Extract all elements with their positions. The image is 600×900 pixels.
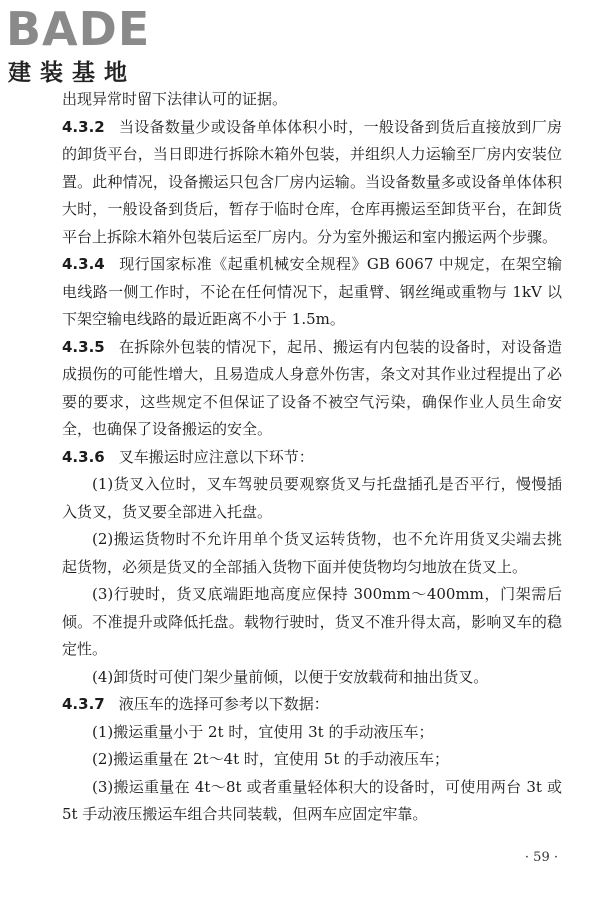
logo-latin-text: BADE — [6, 2, 151, 56]
clause-number: 4.3.5 — [62, 337, 105, 356]
clause-4-3-4 — [62, 251, 562, 334]
clause-text: 叉车搬运时应注意以下环节： — [118, 447, 314, 466]
clause-number: 4.3.6 — [62, 447, 105, 466]
clause-number: 4.3.4 — [62, 255, 105, 273]
logo-chinese-text: 建装基地 — [8, 60, 136, 86]
clause-text: 在拆除外包装的情况下，起吊、搬运有内包装的设备时，对设备造成损伤的可能性增大，且易造成人身意外伤害，条文对其作业过程提出了必要的要求，这些规定不但保证了设备不被空气污染，确保作业人员生命安全，也确保了设备搬运的安全。 — [62, 337, 562, 438]
clause-4-3-2 — [62, 114, 562, 252]
document-body — [62, 86, 562, 829]
logo — [6, 4, 181, 90]
list-item: (1)搬运重量小于 2t 时，宜使用 3t 的手动液压车； — [92, 722, 434, 741]
paragraph-text: 出现异常时留下法律认可的证据。 — [62, 90, 288, 108]
clause-text: 液压车的选择可参考以下数据： — [118, 695, 329, 713]
list-item: (1)货叉入位时，叉车驾驶员要观察货叉与托盘插孔是否平行，慢慢插入货叉，货叉要全部进入托盘。 — [62, 475, 562, 521]
list-item: (3)行驶时，货叉底端距地高度应保持 300mm～400mm，门架需后倾。不准提升或降低托盘。载物行驶时，货叉不准升得太高，影响叉车的稳定性。 — [62, 585, 562, 658]
clause-number: 4.3.7 — [62, 695, 105, 713]
clause-4-3-5 — [62, 334, 562, 444]
list-item: (4)卸货时可使门架少量前倾，以便于安放载荷和抽出货叉。 — [92, 667, 489, 686]
paragraph-continuation — [62, 86, 562, 114]
clause-text: 当设备数量少或设备单体体积小时，一般设备到货后直接放到厂房的卸货平台，当日即进行拆除木箱外包装，并组织人力运输至厂房内安装位置。此种情况，设备搬运只包含厂房内运输。当设备数量多或设备单体体积大时，一般设备到货后，暂存于临时仓库，仓库再搬运至卸货平台，在卸货平台上拆除木箱外包装后运至厂房内。分为室外搬运和室内搬运两个步骤。 — [62, 117, 562, 246]
clause-4-3-6 — [62, 444, 562, 472]
clause-4-3-7 — [62, 691, 562, 719]
list-item: (3)搬运重量在 4t～8t 或者重量轻体积大的设备时，可使用两台 3t 或 5t 手动液压搬运车组合共同装载，但两车应固定牢靠。 — [62, 777, 562, 823]
list-item: (2)搬运重量在 2t～4t 时，宜使用 5t 的手动液压车； — [92, 750, 450, 768]
clause-number: 4.3.2 — [62, 117, 105, 136]
clause-text: 现行国家标准《起重机械安全规程》GB 6067 中规定，在架空输电线路一侧工作时，不论在任何情况下，起重臂、钢丝绳或重物与 1kV 以下架空输电线路的最近距离不小于 1.5m。 — [62, 255, 562, 328]
page-number: · 59 · — [524, 850, 558, 865]
list-item: (2)搬运货物时不允许用单个货叉运转货物，也不允许用货叉尖端去挑起货物，必须是货叉的全部插入货物下面并使货物均匀地放在货叉上。 — [62, 530, 562, 576]
